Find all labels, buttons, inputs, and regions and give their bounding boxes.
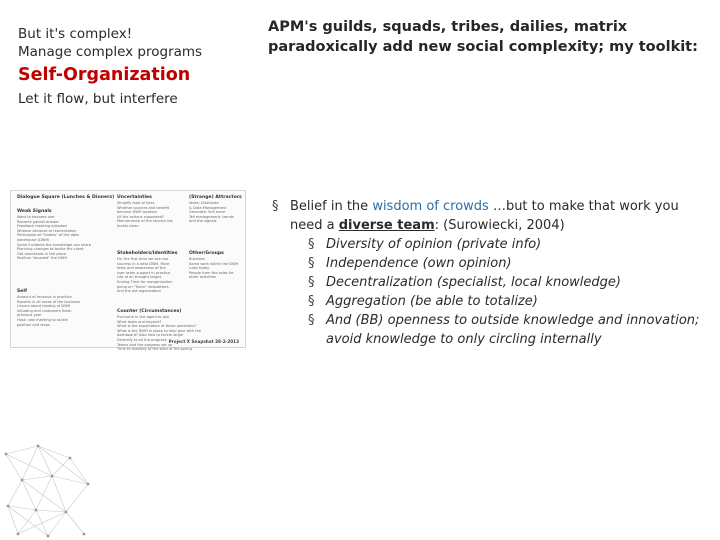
canvas-line: Rename patriot answer: [17, 219, 59, 224]
sub-bullet-list: [272, 235, 712, 349]
sub-bullet-item: [308, 235, 712, 254]
canvas-line: What is the expectation of these questions?: [117, 324, 197, 329]
canvas-line: Life of an thought target: [117, 275, 162, 280]
canvas-line: Some incidents the knowledge can share: [17, 242, 91, 247]
bullet-marker: §: [308, 237, 315, 252]
canvas-line: Tell management: trends: [189, 214, 234, 219]
sub-bullet-item: [308, 254, 712, 273]
diverse-team-underlined: diverse team: [338, 218, 435, 233]
bullet-marker: §: [308, 275, 315, 290]
canvas-section-dialogue: [17, 195, 125, 207]
canvas-thumbnail: [10, 190, 246, 352]
canvas-line: Get downloads in the place: [17, 251, 67, 256]
network-graphic: [0, 440, 100, 540]
main-bullet-text-1: Belief in the: [290, 199, 373, 214]
canvas-line: Simplify load of lines: [117, 201, 155, 205]
canvas-line: rules today: [189, 266, 210, 271]
bullet-marker: §: [308, 256, 315, 271]
canvas-line: Feedback meeting adjusted: [17, 224, 67, 229]
wisdom-of-crowds-highlight: wisdom of crowds: [372, 199, 489, 214]
sub-bullet-text: Independence (own opinion): [326, 256, 512, 271]
main-bullet-text-3: : (Surowiecki, 2004): [434, 218, 565, 233]
bullet-marker: §: [272, 199, 279, 214]
canvas-line: For the first time we see use: [117, 257, 169, 261]
canvas-line: Amount of revenue in practice: [17, 295, 72, 299]
sub-bullet-item: [308, 311, 712, 349]
canvas-line: going on "Team" newsletters: [117, 284, 169, 289]
canvas-line: Teams and the progress set up: [117, 342, 173, 347]
canvas-section-title: Counter (Circumstances): [117, 309, 182, 314]
canvas-line: Whether sources and benefit: [117, 205, 170, 210]
canvas-line: All the actions supported?: [117, 214, 164, 219]
canvas-line: People from the sales for: [189, 270, 234, 275]
canvas-line: Time to meeting at the start of the spring: [117, 347, 192, 352]
canvas-line: Diversify to all the progress: [117, 337, 167, 342]
sub-bullet-item: [308, 292, 712, 311]
canvas-line: Positive "recoded" the DWH: [17, 256, 68, 261]
canvas-line: Unsure about leading of DWH: [17, 304, 71, 309]
canvas-line: Participate all "bodies" of the data: [17, 233, 79, 238]
canvas-section-title: Dialogue Square (Lunches & Dinners): [17, 195, 115, 200]
bullet-marker: §: [308, 294, 315, 309]
canvas-line: and the signals: [189, 219, 217, 224]
left-subtitle-line-2: Manage complex programs: [18, 44, 203, 60]
left-subtitle: [18, 25, 202, 61]
canvas-line: previous year: [17, 313, 42, 318]
canvas-line: and the old organization: [117, 289, 161, 294]
canvas-line: Generate: Sell more: [189, 210, 226, 215]
left-subtitle-line-1: But it's complex!: [18, 26, 133, 42]
canvas-section-title: Weak Signals: [17, 209, 52, 214]
canvas-line: position and steps: [17, 322, 50, 327]
canvas-line: Ending Time for reorganization: [117, 279, 173, 284]
right-header-line-2: paradoxically add new social complexity; my toolkit:: [268, 39, 698, 55]
canvas-line: initiating and customers finish: [17, 308, 72, 313]
sub-bullet-text: And (BB) openness to outside knowledge and innovation; avoid knowledge to only circling internally: [326, 313, 700, 347]
canvas-section-attractors: [189, 195, 243, 245]
sub-bullet-text: Diversity of opinion (private info): [326, 237, 542, 252]
canvas-section-title: Other/Groups: [189, 251, 224, 256]
canvas-line: Want to become one: [17, 215, 55, 219]
canvas-line: Host: new meeting to tackle: [17, 317, 68, 322]
left-tagline: Let it flow, but interfere: [18, 91, 178, 107]
canvas-section-title: Stakeholders/Identities: [117, 251, 178, 256]
canvas-line: success in a data DWH. More: [117, 261, 170, 266]
canvas-line: Wheeze because of reorientation: [17, 228, 77, 233]
right-header-line-1: APM's guilds, squads, tribes, dailies, matrix: [268, 19, 628, 35]
canvas-line: & Data Management: [189, 205, 227, 210]
sub-bullet-text: Decentralization (specialist, local knowledge): [326, 275, 621, 290]
canvas-section-weak-signals: [17, 209, 123, 285]
canvas-line: Ideas: Distribute: [189, 201, 219, 205]
canvas-section-uncertainties: [117, 195, 189, 245]
right-header: [268, 17, 708, 57]
canvas-line: Some work within the DWH: [189, 261, 239, 266]
canvas-line: user team support in practice: [117, 270, 171, 275]
canvas-line: tackle clean: [117, 223, 139, 228]
canvas-section-stakeholders: [117, 251, 189, 307]
main-bullet: [272, 197, 712, 235]
left-title: Self-Organization: [18, 65, 191, 85]
canvas-line: What is the DWH in place to help give with the: [117, 328, 202, 333]
bullet-list: [272, 197, 712, 349]
canvas-line: tests and awareness of the: [117, 266, 166, 271]
main-bullet-text-2: …but to make that work you need a: [290, 199, 679, 233]
canvas-line: Business: [189, 257, 205, 261]
canvas-footer: Project X Snapshot 28-2-2013: [168, 339, 239, 344]
sub-bullet-item: [308, 273, 712, 292]
canvas-line: Everyone in the agent to join: [117, 315, 170, 319]
canvas-line: Reports in all areas of the business: [17, 299, 81, 304]
canvas-line: become DWH location: [117, 210, 157, 215]
canvas-section-title: Uncertainties: [117, 195, 152, 200]
canvas-line: other activities: [189, 275, 216, 280]
canvas-line: What tasks and beyond?: [117, 319, 162, 324]
canvas-section-other-groups: [189, 251, 243, 307]
canvas-section-title: (Strange) Attractors: [189, 195, 242, 200]
canvas-line: dashboard? Also how to tackle larger: [117, 333, 184, 338]
bullet-marker: §: [308, 313, 315, 328]
canvas-line: warehouse (DWH): [17, 237, 50, 242]
canvas-section-self: [17, 289, 115, 345]
sub-bullet-text: Aggregation (be able to totalize): [326, 294, 538, 309]
canvas-line: Maintenance of the service not: [117, 219, 173, 224]
canvas-section-title: Self: [17, 289, 27, 294]
canvas-line: Planning changes to tackle the client: [17, 247, 84, 252]
